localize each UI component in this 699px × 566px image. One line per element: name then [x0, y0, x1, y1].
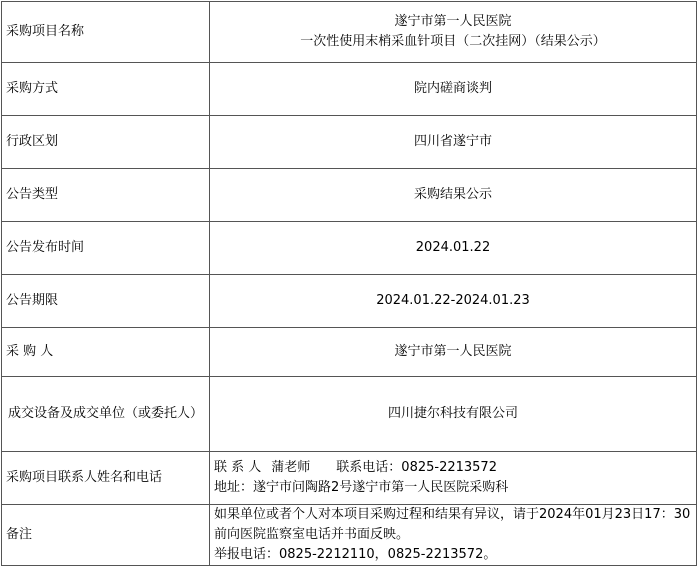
- row-notice-type: [2, 169, 697, 222]
- value-contact: [210, 452, 697, 505]
- contact-phone: 0825-2213572: [401, 460, 497, 475]
- contact-person-label: 联 系 人: [214, 460, 262, 475]
- remark-line-2: 举报电话：0825-2212110，0825-2213572。: [214, 547, 497, 562]
- value-project-name: [210, 2, 697, 63]
- label-contact: 采购项目联系人姓名和电话: [2, 452, 210, 505]
- row-contact: [2, 452, 697, 505]
- row-method: [2, 63, 697, 116]
- row-publish-time: [2, 222, 697, 275]
- label-remark: 备注: [2, 505, 210, 566]
- value-notice-type: 采购结果公示: [210, 169, 697, 222]
- contact-address: 地址：遂宁市问陶路2号遂宁市第一人民医院采购科: [214, 480, 509, 495]
- contact-person-name: 蒲老师: [271, 460, 311, 475]
- procurement-notice-table: [1, 1, 697, 566]
- contact-phone-label: 联系电话：: [336, 460, 402, 475]
- row-period: [2, 275, 697, 328]
- value-remark: [210, 505, 697, 566]
- value-purchaser: 遂宁市第一人民医院: [210, 328, 697, 377]
- row-region: [2, 116, 697, 169]
- remark-line-1: 如果单位或者个人对本项目采购过程和结果有异议，请于2024年01月23日17：30前向医院监察室电话并书面反映。: [214, 507, 691, 542]
- row-winner: [2, 377, 697, 452]
- value-winner: 四川捷尔科技有限公司: [210, 377, 697, 452]
- label-purchaser: 采 购 人: [2, 328, 210, 377]
- label-project-name: 采购项目名称: [2, 2, 210, 63]
- label-notice-type: 公告类型: [2, 169, 210, 222]
- value-region: 四川省遂宁市: [210, 116, 697, 169]
- row-purchaser: [2, 328, 697, 377]
- value-method: 院内磋商谈判: [210, 63, 697, 116]
- label-period: 公告期限: [2, 275, 210, 328]
- label-method: 采购方式: [2, 63, 210, 116]
- label-region: 行政区划: [2, 116, 210, 169]
- label-publish-time: 公告发布时间: [2, 222, 210, 275]
- row-project-name: [2, 2, 697, 63]
- project-name-line-1: 遂宁市第一人民医院: [394, 14, 512, 29]
- value-period: 2024.01.22-2024.01.23: [210, 275, 697, 328]
- label-winner: 成交设备及成交单位（或委托人）: [2, 377, 210, 452]
- value-publish-time: 2024.01.22: [210, 222, 697, 275]
- project-name-line-2: 一次性使用末梢采血针项目（二次挂网）（结果公示）: [300, 34, 606, 49]
- contact-line: [214, 458, 692, 478]
- row-remark: [2, 505, 697, 566]
